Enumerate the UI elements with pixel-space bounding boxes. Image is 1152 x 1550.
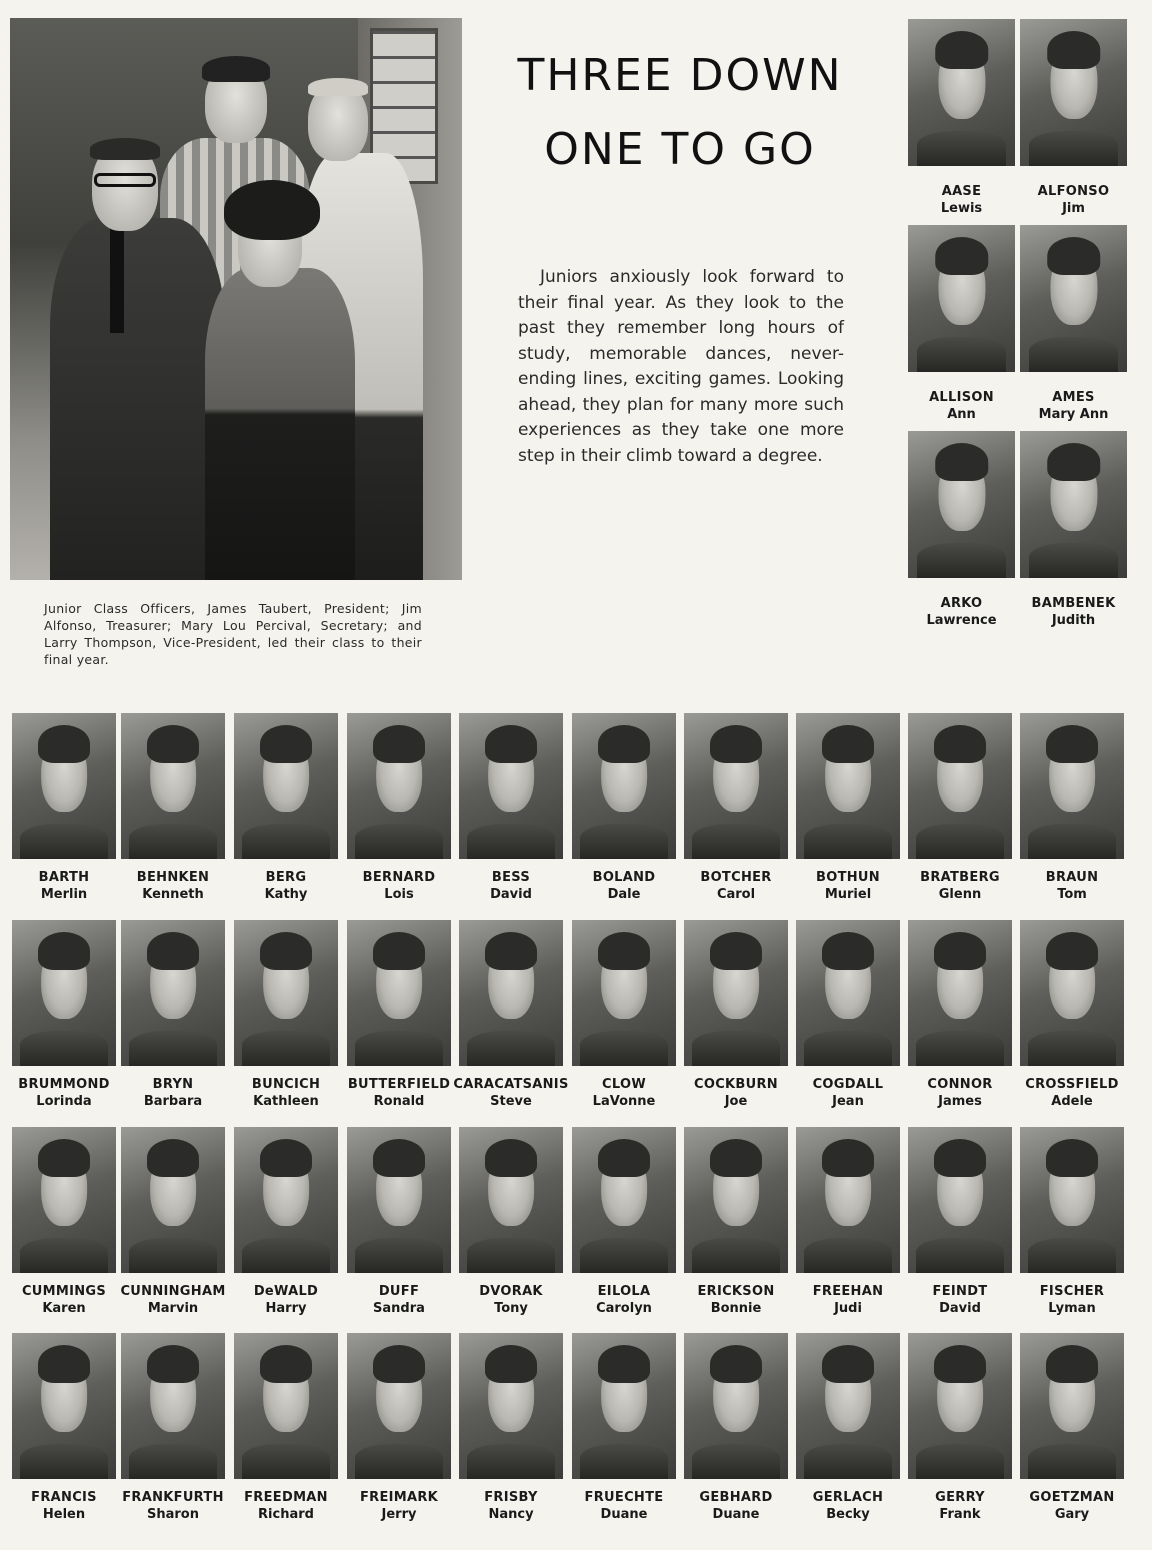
portrait-last-name: CONNOR <box>927 1077 993 1092</box>
portrait-caption <box>453 869 569 903</box>
portrait-photo <box>908 1333 1012 1479</box>
portrait-caption <box>453 1076 569 1110</box>
portrait-caption <box>1014 389 1133 423</box>
portrait-caption <box>1014 1489 1130 1523</box>
portrait-caption <box>1014 1283 1130 1317</box>
portrait-photo <box>684 1333 788 1479</box>
portrait-caption <box>902 1283 1018 1317</box>
portrait-caption <box>902 1489 1018 1523</box>
portrait-first-name: Judi <box>834 1301 862 1316</box>
portrait-last-name: BRYN <box>152 1077 194 1092</box>
portrait-last-name: DUFF <box>378 1284 420 1299</box>
portrait-first-name: Kenneth <box>142 887 204 902</box>
portrait-photo <box>234 1127 338 1273</box>
portrait-first-name: Merlin <box>40 887 88 902</box>
portrait-last-name: ARKO <box>940 596 983 611</box>
portrait-first-name: Lawrence <box>926 613 997 628</box>
portrait-photo <box>684 920 788 1066</box>
portrait-first-name: Jim <box>1062 201 1085 216</box>
portrait-last-name: BUTTERFIELD <box>347 1077 451 1092</box>
portrait-last-name: CLOW <box>602 1077 646 1092</box>
portrait-photo <box>12 1333 116 1479</box>
portrait-first-name: Becky <box>826 1507 870 1522</box>
portrait-caption <box>678 869 794 903</box>
portrait-caption <box>341 1489 457 1523</box>
portrait-photo <box>908 431 1015 578</box>
portrait-photo <box>459 1333 563 1479</box>
portrait-first-name: Lyman <box>1048 1301 1096 1316</box>
portrait-caption <box>790 1076 906 1110</box>
portrait-last-name: BAMBENEK <box>1031 596 1116 611</box>
portrait-photo <box>12 1127 116 1273</box>
portrait-last-name: GOETZMAN <box>1029 1490 1115 1505</box>
portrait-last-name: FREIMARK <box>359 1490 439 1505</box>
portrait-last-name: ERICKSON <box>697 1284 775 1299</box>
portrait-caption <box>902 1076 1018 1110</box>
portrait-caption <box>790 869 906 903</box>
intro-paragraph: Juniors anxiously look forward to their final year. As they look to the past they remember long hours of study, memorable dances, never-ending lines, exciting games. Looking ahead, they plan for many more such experiences as they take one more step in their climb toward a degree. <box>518 267 844 466</box>
portrait-caption <box>678 1489 794 1523</box>
portrait-caption <box>566 1076 682 1110</box>
portrait-photo <box>234 920 338 1066</box>
portrait-caption <box>902 869 1018 903</box>
portrait-first-name: Carol <box>716 887 756 902</box>
portrait-caption <box>228 869 344 903</box>
portrait-photo <box>572 1127 676 1273</box>
portrait-caption <box>566 1283 682 1317</box>
portrait-last-name: FREEDMAN <box>244 1490 328 1505</box>
portrait-last-name: BEHNKEN <box>136 870 210 885</box>
portrait-first-name: Ronald <box>373 1094 425 1109</box>
portrait-first-name: Duane <box>600 1507 648 1522</box>
officers-group-photo <box>10 18 462 580</box>
portrait-photo <box>1020 1127 1124 1273</box>
portrait-photo <box>572 920 676 1066</box>
portrait-first-name: Sandra <box>373 1301 425 1316</box>
portrait-photo <box>121 713 225 859</box>
portrait-first-name: Helen <box>42 1507 86 1522</box>
portrait-photo <box>908 1127 1012 1273</box>
portrait-photo <box>234 713 338 859</box>
portrait-caption <box>6 1283 122 1317</box>
portrait-last-name: FRANCIS <box>31 1490 97 1505</box>
portrait-last-name: ALFONSO <box>1037 184 1110 199</box>
portrait-last-name: CUMMINGS <box>21 1284 107 1299</box>
portrait-first-name: Carolyn <box>596 1301 652 1316</box>
portrait-caption <box>115 1489 231 1523</box>
portrait-photo <box>908 225 1015 372</box>
portrait-first-name: Harry <box>265 1301 307 1316</box>
portrait-caption <box>1014 869 1130 903</box>
portrait-caption <box>115 869 231 903</box>
portrait-first-name: Marvin <box>147 1301 199 1316</box>
portrait-caption <box>6 1076 122 1110</box>
portrait-first-name: Sharon <box>147 1507 199 1522</box>
portrait-first-name: LaVonne <box>592 1094 656 1109</box>
portrait-last-name: FRISBY <box>484 1490 538 1505</box>
portrait-photo <box>796 1333 900 1479</box>
portrait-last-name: GERRY <box>935 1490 985 1505</box>
portrait-photo <box>908 713 1012 859</box>
portrait-photo <box>234 1333 338 1479</box>
portrait-photo <box>459 1127 563 1273</box>
portrait-caption <box>453 1283 569 1317</box>
portrait-last-name: BOTHUN <box>816 870 880 885</box>
portrait-first-name: Bonnie <box>710 1301 762 1316</box>
portrait-last-name: CARACATSANIS <box>453 1077 569 1092</box>
officers-caption: Junior Class Officers, James Taubert, President; Jim Alfonso, Treasurer; Mary Lou Percival, Secretary; and Larry Thompson, Vice-President, led their class to their final year. <box>44 601 422 667</box>
portrait-last-name: GEBHARD <box>699 1490 773 1505</box>
portrait-caption <box>678 1283 794 1317</box>
portrait-last-name: BESS <box>491 870 531 885</box>
portrait-last-name: GERLACH <box>812 1490 884 1505</box>
portrait-first-name: Barbara <box>143 1094 203 1109</box>
portrait-caption <box>6 869 122 903</box>
portrait-photo <box>796 920 900 1066</box>
portrait-photo <box>1020 1333 1124 1479</box>
portrait-first-name: Lorinda <box>36 1094 92 1109</box>
portrait-last-name: COGDALL <box>812 1077 884 1092</box>
portrait-photo <box>1020 713 1124 859</box>
portrait-first-name: David <box>490 887 532 902</box>
portrait-last-name: COCKBURN <box>694 1077 778 1092</box>
portrait-first-name: Frank <box>939 1507 981 1522</box>
portrait-caption <box>902 389 1021 423</box>
portrait-photo <box>1020 431 1127 578</box>
portrait-last-name: AASE <box>941 184 982 199</box>
portrait-photo <box>347 920 451 1066</box>
portrait-caption <box>1014 595 1133 629</box>
portrait-caption <box>902 595 1021 629</box>
portrait-photo <box>1020 225 1127 372</box>
portrait-caption <box>228 1076 344 1110</box>
portrait-last-name: FRUECHTE <box>584 1490 664 1505</box>
portrait-first-name: Gary <box>1054 1507 1090 1522</box>
portrait-photo <box>684 713 788 859</box>
portrait-first-name: Judith <box>1051 613 1096 628</box>
portrait-caption <box>1014 1076 1130 1110</box>
page-title-line-2: ONE TO GO <box>544 124 816 175</box>
portrait-last-name: BERG <box>265 870 307 885</box>
portrait-photo <box>347 1127 451 1273</box>
portrait-first-name: Muriel <box>824 887 872 902</box>
portrait-last-name: DVORAK <box>479 1284 543 1299</box>
portrait-last-name: BOLAND <box>592 870 656 885</box>
portrait-caption <box>115 1076 231 1110</box>
portrait-photo <box>796 1127 900 1273</box>
portrait-photo <box>347 1333 451 1479</box>
portrait-first-name: Ann <box>947 407 976 422</box>
portrait-photo <box>459 920 563 1066</box>
portrait-first-name: Mary Ann <box>1038 407 1109 422</box>
portrait-photo <box>12 920 116 1066</box>
portrait-last-name: BUNCICH <box>251 1077 321 1092</box>
page-title-line-1: THREE DOWN <box>517 50 843 101</box>
portrait-photo <box>572 1333 676 1479</box>
portrait-first-name: Steve <box>490 1094 532 1109</box>
portrait-photo <box>908 920 1012 1066</box>
portrait-photo <box>12 713 116 859</box>
portrait-caption <box>790 1283 906 1317</box>
portrait-first-name: Lewis <box>940 201 983 216</box>
portrait-first-name: Jean <box>832 1094 864 1109</box>
portrait-caption <box>902 183 1021 217</box>
portrait-first-name: Tony <box>494 1301 528 1316</box>
portrait-last-name: BARTH <box>38 870 90 885</box>
portrait-caption <box>566 869 682 903</box>
portrait-photo <box>1020 920 1124 1066</box>
portrait-first-name: Joe <box>724 1094 748 1109</box>
portrait-first-name: Glenn <box>938 887 982 902</box>
portrait-caption <box>1014 183 1133 217</box>
portrait-photo <box>908 19 1015 166</box>
portrait-photo <box>684 1127 788 1273</box>
portrait-last-name: EILOLA <box>597 1284 651 1299</box>
portrait-last-name: ALLISON <box>929 390 994 405</box>
portrait-first-name: Richard <box>258 1507 314 1522</box>
portrait-last-name: BERNARD <box>362 870 436 885</box>
portrait-last-name: FISCHER <box>1039 1284 1105 1299</box>
portrait-photo <box>121 1127 225 1273</box>
portrait-first-name: Duane <box>712 1507 760 1522</box>
portrait-caption <box>790 1489 906 1523</box>
portrait-last-name: CUNNINGHAM <box>120 1284 226 1299</box>
portrait-first-name: Lois <box>384 887 414 902</box>
portrait-caption <box>566 1489 682 1523</box>
portrait-first-name: Dale <box>607 887 641 902</box>
portrait-last-name: AMES <box>1052 390 1095 405</box>
portrait-last-name: CROSSFIELD <box>1025 1077 1119 1092</box>
portrait-photo <box>121 1333 225 1479</box>
portrait-photo <box>459 713 563 859</box>
portrait-last-name: FREEHAN <box>812 1284 884 1299</box>
portrait-caption <box>341 1283 457 1317</box>
portrait-caption <box>6 1489 122 1523</box>
portrait-last-name: BRAUN <box>1045 870 1099 885</box>
portrait-photo <box>347 713 451 859</box>
portrait-first-name: Karen <box>42 1301 86 1316</box>
portrait-first-name: Jerry <box>381 1507 417 1522</box>
portrait-photo <box>121 920 225 1066</box>
portrait-photo <box>796 713 900 859</box>
portrait-caption <box>453 1489 569 1523</box>
portrait-last-name: BOTCHER <box>700 870 772 885</box>
portrait-caption <box>341 869 457 903</box>
portrait-last-name: FRANKFURTH <box>122 1490 224 1505</box>
portrait-last-name: FEINDT <box>932 1284 988 1299</box>
portrait-photo <box>572 713 676 859</box>
portrait-photo <box>1020 19 1127 166</box>
portrait-first-name: James <box>938 1094 982 1109</box>
portrait-first-name: Adele <box>1051 1094 1093 1109</box>
portrait-caption <box>678 1076 794 1110</box>
portrait-first-name: Kathleen <box>253 1094 319 1109</box>
portrait-caption <box>228 1489 344 1523</box>
portrait-first-name: Nancy <box>488 1507 534 1522</box>
portrait-caption <box>115 1283 231 1317</box>
portrait-caption <box>341 1076 457 1110</box>
portrait-first-name: David <box>939 1301 981 1316</box>
portrait-last-name: BRATBERG <box>920 870 1000 885</box>
portrait-last-name: DeWALD <box>253 1284 319 1299</box>
portrait-first-name: Kathy <box>264 887 308 902</box>
portrait-first-name: Tom <box>1057 887 1087 902</box>
portrait-last-name: BRUMMOND <box>18 1077 110 1092</box>
portrait-caption <box>228 1283 344 1317</box>
